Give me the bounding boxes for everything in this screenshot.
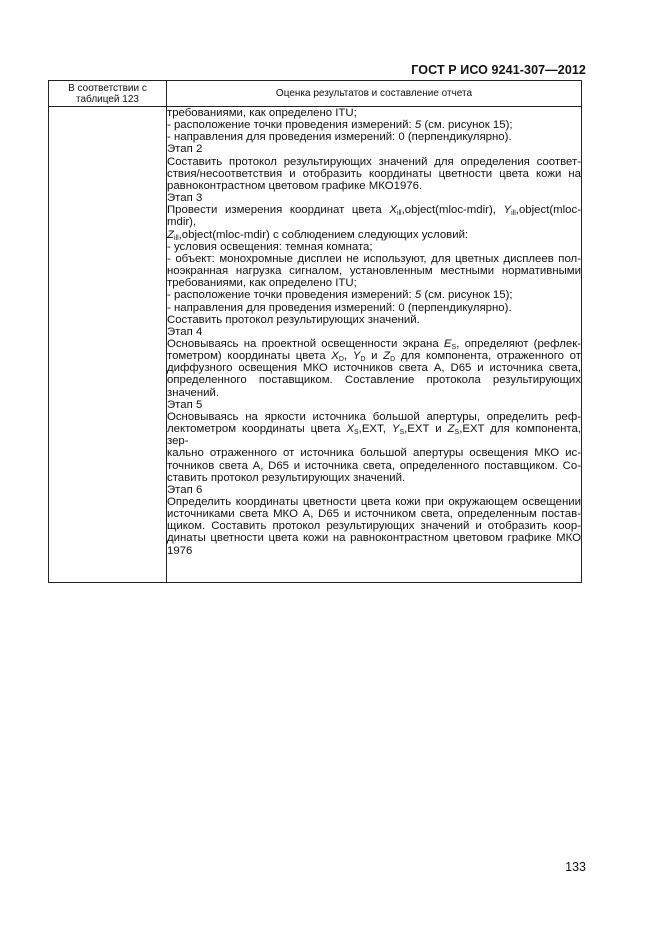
text-line: Этап 3: [167, 192, 203, 205]
text-line: ноэкранная нагрузка сигналом, установленным местными нормативными: [167, 265, 581, 278]
text-line: 1976: [167, 544, 193, 557]
text-line: значений.: [167, 386, 220, 399]
text-line: точников света А, D65 и источника света, определенного поставщиком. Со-: [167, 459, 581, 472]
text-line: Основываясь на яркости источника большой апертуры, определить реф-: [167, 410, 581, 423]
text-line: ставить протокол результирующих значений.: [167, 471, 406, 484]
text-line: определенного поставщиком. Составление протокола результирующих: [167, 374, 581, 387]
text-line: Этап 4: [167, 325, 203, 338]
col2-header: Оценка результатов и составление отчета: [167, 81, 582, 107]
text-line: - направления для проведения измерений: 0 (перпендикулярно).: [167, 131, 512, 144]
text-line: Определить координаты цветности цвета кожи при окружающем освещении: [167, 496, 581, 508]
page-number: 133: [565, 860, 586, 874]
text-line: требованиями, как определено ITU;: [167, 277, 357, 290]
text-line: Провести измерения координат цвета $X_{ill},object(mloc-mdir)$, $Y_{ill},object(mloc-mdir)$,: [167, 204, 581, 229]
text-line: - расположение точки проведения измерений: 5 (см. рисунок 15);: [167, 119, 513, 132]
text-line: динаты цветности цвета кожи на равноконтрастном цветовом графике МКО: [167, 532, 581, 545]
col1-header: В соответствии с таблицей 123: [49, 81, 167, 107]
text-line: Этап 5: [167, 398, 203, 411]
text-line: - направления для проведения измерений: 0 (перпендикулярно).: [167, 301, 512, 314]
text-line: равноконтрастном цветовом графике МКО1976.: [167, 179, 423, 192]
text-line: - расположение точки проведения измерений: 5 (см. рисунок 15);: [167, 289, 513, 302]
text-line: тометром) координаты цвета $X_D$, $Y_D$ и $Z_D$ для компонента, отраженного от: [167, 350, 581, 364]
text-line: ствия/несоответствия и отобразить координаты цветности цвета кожи на: [167, 167, 581, 180]
text-line: требованиями, как определено ITU;: [167, 107, 357, 119]
text-line: Составить протокол результирующих значений.: [167, 313, 420, 326]
table-cell-reference: [49, 107, 167, 583]
text-line: Основываясь на проектной освещенности экрана $E_S$, определяют (рефлек-: [167, 337, 582, 351]
text-line: - условия освещения: темная комната;: [167, 240, 373, 253]
document-header: ГОСТ Р ИСО 9241-307—2012: [411, 63, 586, 77]
text-line: $Z_{ill},object(mloc-mdir)$ с соблюдением следующих условий:: [167, 228, 469, 242]
text-line: - объект: монохромные дисплеи не используют, для цветных дисплеев пол-: [167, 252, 581, 265]
table-cell-procedure: [167, 107, 582, 583]
text-line: кально отраженного от источника большой апертуры освещения МКО ис-: [167, 447, 581, 460]
text-line: Этап 6: [167, 483, 203, 496]
text-line: щиком. Составить протокол результирующих значений и отобразить коор-: [167, 520, 581, 533]
table-header-row: [49, 81, 582, 107]
text-line: Этап 2: [167, 143, 203, 156]
text-line: лектометром координаты цвета $X_S,EXT$, $Y_S,EXT$ и $Z_S,EXT$ для компонента, зер-: [167, 423, 581, 448]
table-row: [49, 107, 582, 583]
text-line: диффузного освещения МКО источников света А, D65 и источника света,: [167, 362, 581, 375]
text-line: источниками света МКО А, D65 и источником света, определенным постав-: [167, 508, 581, 521]
text-line: Составить протокол результирующих значений для определения соответ-: [167, 155, 581, 168]
evaluation-table: [48, 80, 582, 583]
